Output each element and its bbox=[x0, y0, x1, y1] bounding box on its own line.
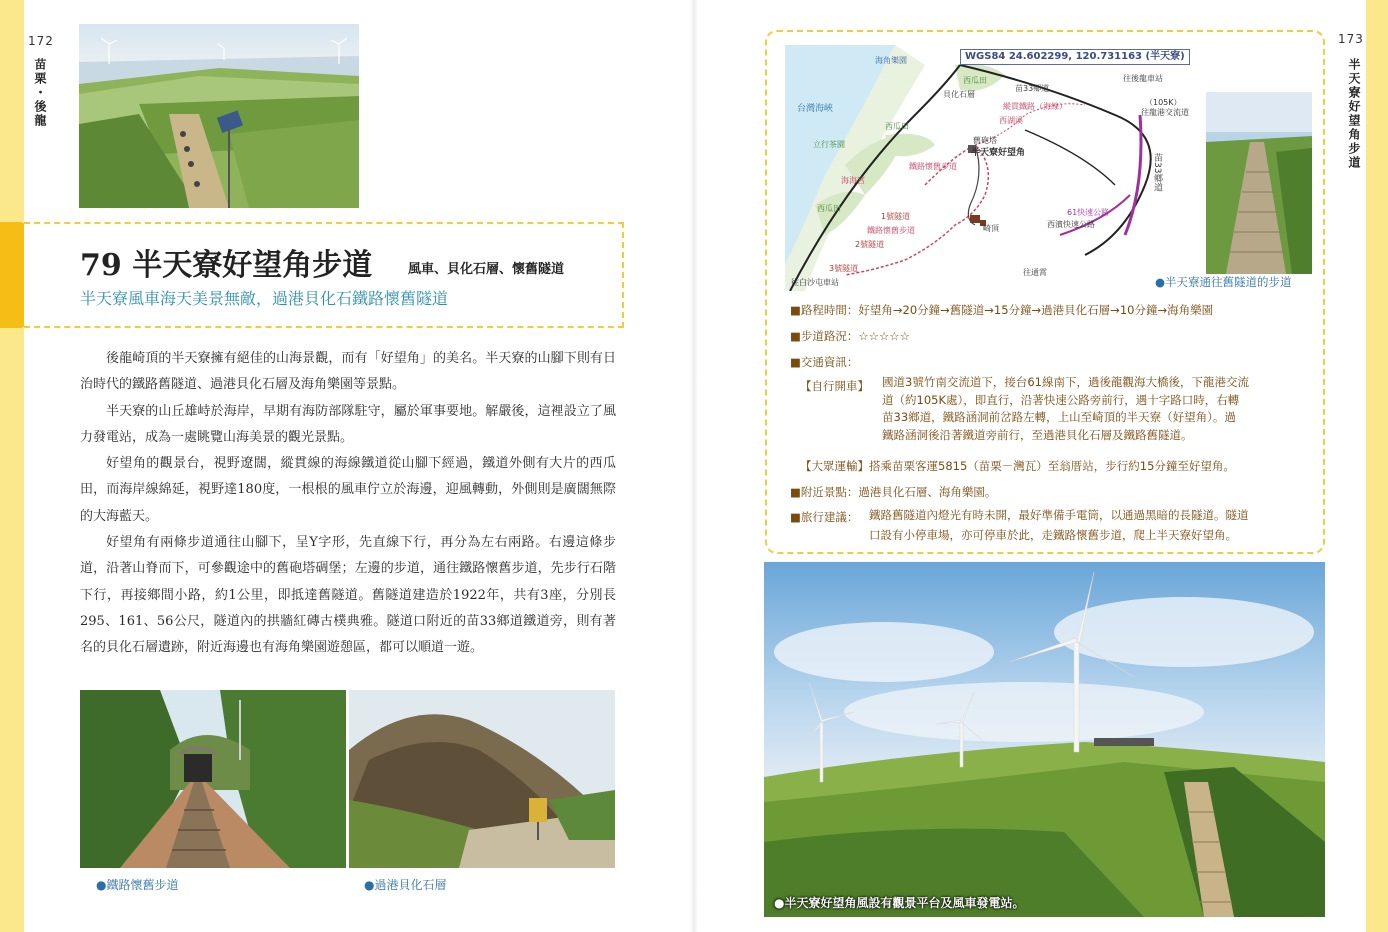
info-trail bbox=[790, 328, 910, 344]
map-label-zongguan: 縱貫鐵路（海線） bbox=[1003, 102, 1067, 111]
coords-note: (半天寮) bbox=[1145, 51, 1185, 62]
map-label-qiding: 崎頂 bbox=[983, 224, 999, 233]
info-nearby-label: ■附近景點： bbox=[790, 485, 859, 499]
paragraph: 好望角有兩條步道通往山腳下，呈Y字形，先直線下行，再分為左右兩路。右邊這條步道，沿著山脊而下，可參觀途中的舊砲塔碉堡；左邊的步道，通往鐵路懷舊步道，先步行石階下行，再接鄉間小路，約1公里，即抵達舊隧道。舊隧道建造於1922年，共有3座，分別長295、161、56公尺，隧道內的拱牆紅磚古樸典雅。隧道口附近的苗33鄉道鐵道旁，則有著名的貝化石層遺跡，附近海邊也有海角樂園遊憩區，都可以順道一遊。 bbox=[80, 535, 616, 656]
article-body bbox=[80, 346, 616, 662]
map-label-to-baisha: 往白沙屯車站 bbox=[791, 278, 839, 287]
map-label-to-houlong: 往後龍車站 bbox=[1123, 74, 1163, 83]
running-head-left: 苗栗・後龍 bbox=[33, 58, 47, 128]
info-tips-label: ■旅行建議： bbox=[790, 510, 859, 524]
route-map bbox=[785, 45, 1205, 291]
info-drive-line: 鐵路涵洞後沿著鐵道旁前行，至過港貝化石層及鐵路舊隧道。 bbox=[882, 427, 1193, 442]
map-label-longgang: 往龍港交流道 bbox=[1141, 108, 1189, 117]
caption-railway-path: ●鐵路懷舊步道 bbox=[96, 878, 179, 892]
map-label-xibin: 西濱快速公路 bbox=[1047, 220, 1095, 229]
map-label-miao33-road: 苗33鄉道 bbox=[1152, 153, 1162, 192]
map-label-tunnel1: 1號隧道 bbox=[881, 212, 911, 221]
info-traffic-label: ■交通資訊： bbox=[790, 355, 859, 369]
map-label-rail-path: 鐵路懷舊步道 bbox=[867, 226, 915, 235]
page-number-right: 173 bbox=[1338, 32, 1364, 46]
page-number-left: 172 bbox=[28, 34, 54, 48]
info-drive-label: 【自行開車】 bbox=[800, 379, 869, 393]
running-head-right: 半天寮好望角步道 bbox=[1347, 58, 1361, 170]
map-label-huaijiu: 鐵路懷舊步道 bbox=[909, 162, 957, 171]
caption-stairs: ●半天寮通往舊隧道的步道 bbox=[1155, 275, 1292, 289]
title-number: 79 bbox=[80, 248, 122, 283]
map-label-xiguatian-2: 西瓜田 bbox=[885, 122, 909, 131]
info-nearby bbox=[790, 484, 996, 500]
info-route bbox=[790, 302, 1213, 318]
article-title bbox=[80, 240, 372, 284]
info-tips-line: 鐵路舊隧道內燈光有時未開，最好準備手電筒，以通過黑暗的長隧道。隧道 bbox=[869, 508, 1249, 522]
map-label-exp61: 61快速公路 bbox=[1067, 208, 1110, 217]
info-drive-line: 道（約105K處），即直行，沿著快速公路旁前行，遇十字路口時，右轉 bbox=[882, 392, 1240, 407]
map-label-haowang: 半天寮好望角 bbox=[971, 148, 1026, 158]
title-subtitle: 風車、貝化石層、懷舊隧道 bbox=[408, 262, 565, 277]
info-trail-rating: ☆☆☆☆☆ bbox=[858, 329, 910, 343]
map-label-exit105: （105K） bbox=[1145, 98, 1182, 107]
caption-windmills: ●半天寮好望角風設有觀景平台及風車發電站。 bbox=[774, 896, 1025, 910]
book-spine bbox=[690, 0, 698, 932]
caption-fossil-layer: ●過港貝化石層 bbox=[364, 878, 447, 892]
map-label-taiwan-strait: 台灣海峽 bbox=[797, 104, 834, 114]
map-label-jiupaota: 舊砲塔 bbox=[973, 136, 997, 145]
info-drive-text bbox=[882, 374, 1249, 444]
photo-coastal-trail bbox=[79, 24, 359, 208]
map-label-tunnel3: 3號隧道 bbox=[829, 264, 859, 273]
paragraph: 後龍崎頂的半天寮擁有絕佳的山海景觀，而有「好望角」的美名。半天寮的山腳下則有日治時代的鐵路舊隧道、過港貝化石層及海角樂園等景點。 bbox=[80, 351, 616, 393]
info-drive-line: 國道3號竹南交流道下，接台61線南下，過後龍觀海大橋後，下龍港交流 bbox=[882, 375, 1249, 389]
map-label-xiguatian-3: 西瓜田 bbox=[817, 204, 841, 213]
coords-value: WGS84 24.602299, 120.731163 bbox=[965, 51, 1143, 62]
right-edge-strip bbox=[1366, 0, 1388, 932]
map-label-haijiao: 海角樂園 bbox=[875, 56, 907, 65]
map-coordinates bbox=[960, 49, 1190, 65]
left-edge-strip bbox=[0, 0, 24, 932]
chapter-tab bbox=[0, 222, 26, 328]
info-route-label: ■路程時間： bbox=[790, 303, 859, 317]
title-text: 半天寮好望角步道 bbox=[132, 248, 373, 283]
map-label-lixing: 立行茶園 bbox=[813, 140, 845, 149]
map-label-xihuxi: 西湖溪 bbox=[999, 116, 1023, 125]
map-label-tunnel2: 2號隧道 bbox=[855, 240, 885, 249]
map-label-xiguatian-1: 西瓜田 bbox=[963, 76, 987, 85]
info-tips-text bbox=[869, 505, 1249, 545]
photo-stairs-trail bbox=[1206, 92, 1312, 274]
info-transit-label: 【大眾運輸】 bbox=[800, 459, 869, 473]
photo-railway-tunnel bbox=[80, 690, 346, 868]
info-drive-line: 苗33鄉道，鐵路涵洞前岔路左轉，上山至崎頂的半天寮（好望角）。過 bbox=[882, 410, 1236, 424]
info-tips-line: 口設有小停車場，亦可停車於此，走鐵路懷舊步道，爬上半天寮好望角。 bbox=[869, 528, 1237, 542]
map-label-miao33: 苗33鄉道 bbox=[1015, 84, 1050, 93]
info-trail-label: ■步道路況： bbox=[790, 329, 859, 343]
info-nearby-value: 過港貝化石層、海角樂園。 bbox=[858, 485, 997, 499]
paragraph: 半天寮的山丘雄峙於海岸，早期有海防部隊駐守，屬於軍事要地。解嚴後，這裡設立了風力發電站，成為一處眺覽山海美景的觀光景點。 bbox=[80, 403, 616, 445]
photo-fossil-layer bbox=[349, 690, 615, 868]
info-route-value: 好望角→20分鐘→舊隧道→15分鐘→過港貝化石層→10分鐘→海角樂園 bbox=[858, 303, 1214, 317]
map-label-to-tongxiao: 往通霄 bbox=[1023, 268, 1047, 277]
photo-windmills bbox=[764, 562, 1325, 917]
map-label-haihai: 海海宮 bbox=[841, 176, 865, 185]
info-transit bbox=[800, 458, 1235, 474]
info-transit-value: 搭乘苗栗客運5815（苗栗－灣瓦）至翁厝站，步行約15分鐘至好望角。 bbox=[869, 459, 1235, 473]
paragraph: 好望角的觀景台，視野遼闊，縱貫線的海線鐵道從山腳下經過，鐵道外側有大片的西瓜田，而海岸線綿延，視野達180度，一根根的風車佇立於海邊，迎風轉動，外側則是廣闊無際的大海藍天。 bbox=[80, 456, 616, 524]
map-label-beihua: 貝化石層 bbox=[943, 90, 975, 99]
article-tagline: 半天寮風車海天美景無敵，過港貝化石鐵路懷舊隧道 bbox=[80, 289, 449, 308]
